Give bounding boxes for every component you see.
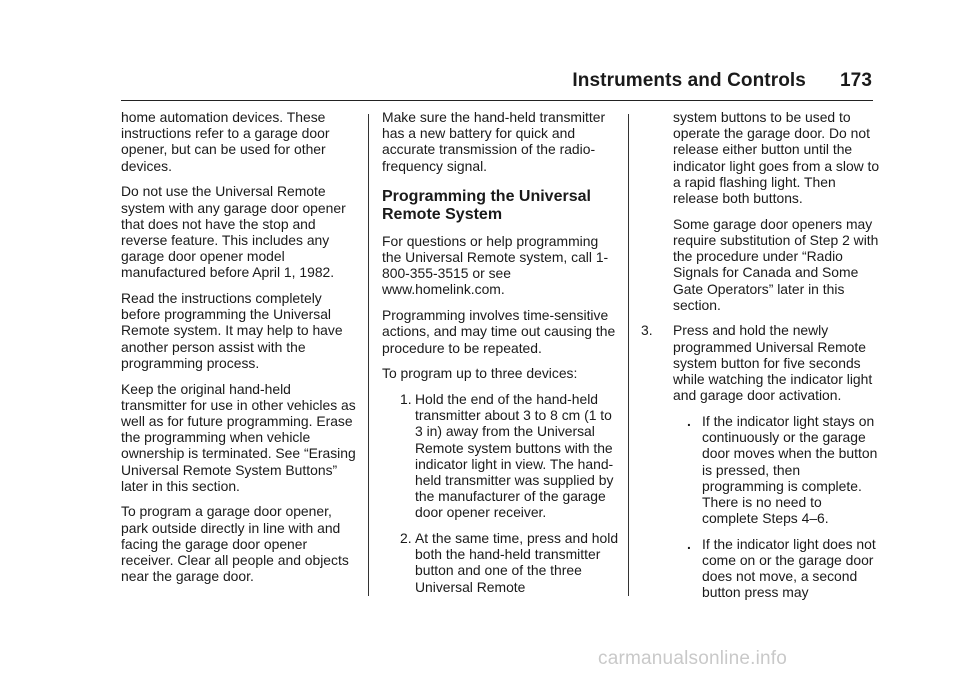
paragraph: Do not use the Universal Remote system with any garage door opener that does not have the stop and reverse feature. This includes any garage door opener model manufactured before April 1, 1982. — [121, 183, 346, 281]
step-number: 3. — [641, 322, 653, 339]
step-continuation: system buttons to be used to operate the garage door. Do not release either button until the indicator light goes from a slow to a rapid flashing light. Then release both buttons. — [673, 109, 880, 207]
paragraph: home automation devices. These instructions refer to a garage door opener, but can be used for other devices. — [121, 109, 330, 174]
bullet-item — [641, 536, 881, 601]
bullet-text: If the indicator light stays on continuously or the garage door moves when the button is pressed, then programming is complete. There is no need to complete Steps 4–6. — [702, 412, 878, 527]
bullet-item — [641, 413, 881, 526]
page-header — [121, 70, 872, 98]
step-text: Press and hold the newly programmed Universal Remote system button for five seconds while watching the indicator light and garage door activation. — [673, 322, 873, 404]
bullet-text: If the indicator light does not come on or the garage door does not move, a second button press may — [702, 535, 876, 601]
section-title: Instruments and Controls — [572, 70, 806, 91]
paragraph: Make sure the hand-held transmitter has a new battery for quick and accurate transmission of the radio-frequency signal. — [382, 109, 606, 174]
step-number: 1. — [400, 390, 412, 407]
column-divider-1 — [368, 114, 369, 596]
column-1 — [121, 109, 357, 594]
list-item — [382, 391, 620, 521]
column-2 — [382, 109, 620, 604]
list-item — [641, 322, 881, 403]
page-number: 173 — [839, 70, 872, 91]
column-divider-2 — [628, 114, 629, 596]
paragraph: For questions or help programming the Universal Remote system, call 1-800-355-3515 or see www.homelink.com. — [382, 232, 609, 298]
watermark: carmanualsonline.info — [598, 648, 788, 669]
step-text: At the same time, press and hold both the hand-held transmitter button and one of the three Universal Remote — [415, 530, 619, 595]
step-number: 2. — [400, 530, 412, 547]
section-heading: Programming the Universal Remote System — [382, 187, 591, 224]
bullet-mark: . — [687, 535, 691, 552]
column-3 — [641, 109, 881, 610]
paragraph: To program up to three devices: — [382, 365, 578, 382]
list-item — [382, 530, 620, 595]
paragraph: Read the instructions completely before programming the Universal Remote system. It may help to have another person assist with the programming process. — [121, 290, 343, 371]
bullet-mark: . — [687, 412, 691, 429]
paragraph: Programming involves time-sensitive actions, and may time out causing the procedure to be repeated. — [382, 307, 616, 356]
paragraph: To program a garage door opener, park outside directly in line with and facing the garage door opener receiver. Clear all people and objects near the garage door. — [121, 503, 349, 585]
header-rule — [121, 100, 873, 101]
step-text: Hold the end of the hand-held transmitter about 3 to 8 cm (1 to 3 in) away from the Universal Remote system buttons with the indicator light in view. The hand-held transmitter was supplied by the manufacturer of the garage door opener receiver. — [415, 390, 614, 521]
step-note: Some garage door openers may require substitution of Step 2 with the procedure under “Radio Signals for Canada and Some Gate Operators” later in this section. — [673, 215, 879, 313]
paragraph: Keep the original hand-held transmitter for use in other vehicles as well as for future programming. Erase the programming when vehicle ownership is terminated. See “Erasing Universal Remote System Buttons” later in this section. — [121, 380, 356, 494]
